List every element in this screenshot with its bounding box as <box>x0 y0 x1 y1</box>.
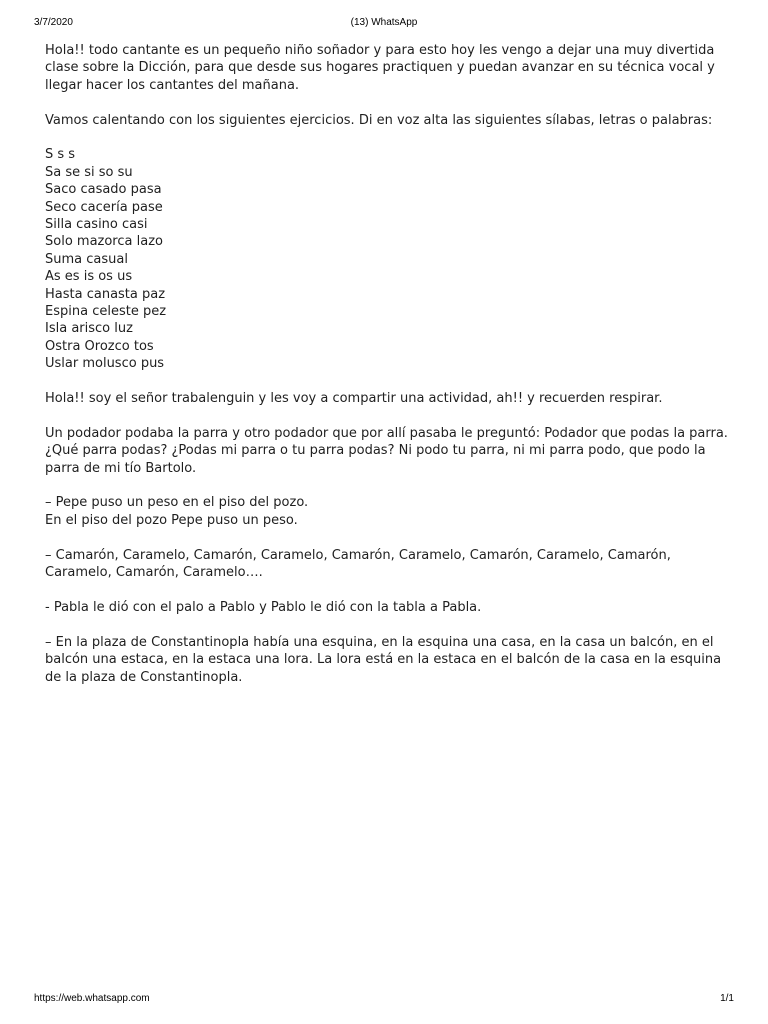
syllable-list <box>45 146 735 372</box>
print-url: https://web.whatsapp.com <box>34 993 150 1004</box>
pepe-line: En el piso del pozo Pepe puso un peso. <box>45 512 298 528</box>
constantinopla-tongue-twister: – En la plaza de Constantinopla había una esquina, en la esquina una casa, en la casa un balcón, en el balcón una estaca, en la estaca una lora. La lora está en la estaca en el balcón de la casa en la esquina de la plaza de Constantinopla. <box>45 634 722 685</box>
pabla-tongue-twister: - Pabla le dió con el palo a Pablo y Pablo le dió con la tabla a Pabla. <box>45 599 482 615</box>
message-content <box>45 42 735 703</box>
syllable-line: Hasta canasta paz <box>45 286 166 302</box>
page-number: 1/1 <box>720 993 734 1004</box>
syllable-line: S s s <box>45 147 76 163</box>
syllable-line: Solo mazorca lazo <box>45 234 163 250</box>
intro-paragraph: Hola!! todo cantante es un pequeño niño soñador y para esto hoy les vengo a dejar una muy divertida clase sobre la Dicción, para que desde sus hogares practiquen y puedan avanzar en su técnica vocal y llegar hacer los cantantes del mañana. <box>45 43 715 93</box>
syllable-line: Ostra Orozco tos <box>45 338 154 354</box>
print-page-title: (13) WhatsApp <box>350 17 418 28</box>
trabalenguin-intro-paragraph: Hola!! soy el señor trabalenguin y les voy a compartir una actividad, ah!! y recuerden respirar. <box>45 391 663 407</box>
syllable-line: Sa se si so su <box>45 164 133 180</box>
podador-tongue-twister: Un podador podaba la parra y otro podador que por allí pasaba le preguntó: Podador que podas la parra. ¿Qué parra podas? ¿Podas mi parra o tu parra podas? Ni podo tu parra, ni mi parra podo, que podo la parra de mi tío Bartolo. <box>45 425 728 476</box>
print-header <box>34 17 734 31</box>
syllable-line: As es is os us <box>45 269 133 285</box>
syllable-line: Silla casino casi <box>45 217 148 233</box>
syllable-line: Isla arisco luz <box>45 321 133 337</box>
print-footer <box>34 993 734 1007</box>
syllable-line: Uslar molusco pus <box>45 356 165 372</box>
syllable-line: Espina celeste pez <box>45 304 167 320</box>
syllable-line: Suma casual <box>45 251 128 267</box>
syllable-line: Saco casado pasa <box>45 182 162 198</box>
warmup-paragraph: Vamos calentando con los siguientes ejercicios. Di en voz alta las siguientes sílabas, letras o palabras: <box>45 112 713 128</box>
print-date: 3/7/2020 <box>34 17 73 28</box>
camaron-tongue-twister: – Camarón, Caramelo, Camarón, Caramelo, Camarón, Caramelo, Camarón, Caramelo, Camarón, Caramelo, Camarón, Caramelo…. <box>45 547 671 581</box>
pepe-line: – Pepe puso un peso en el piso del pozo. <box>45 495 309 511</box>
syllable-line: Seco cacería pase <box>45 199 163 215</box>
pepe-tongue-twister <box>45 494 735 529</box>
